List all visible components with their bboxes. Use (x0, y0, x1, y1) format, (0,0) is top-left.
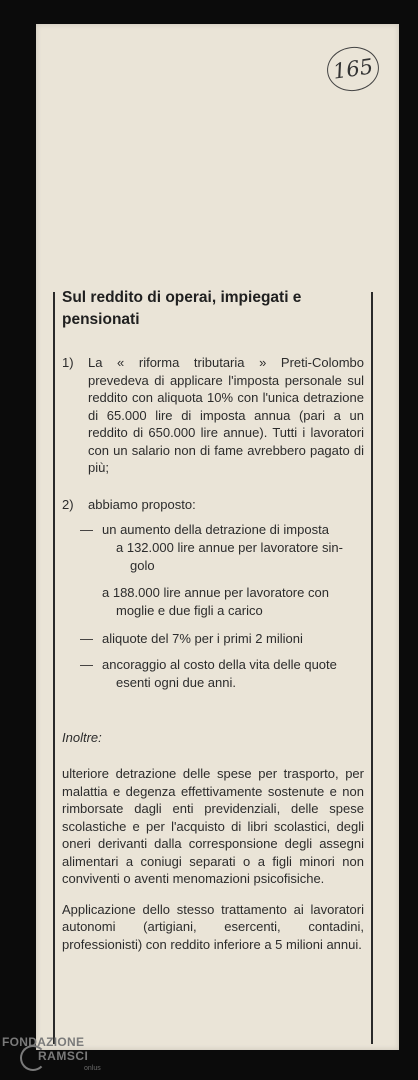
sub-item-text: a 132.000 lire annue per lavoratore sin- (116, 540, 343, 555)
dash-bullet: — (80, 522, 93, 537)
sub-item-ancoraggio (80, 656, 364, 692)
section-title: Sul reddito di operai, impiegati e pensionati (62, 289, 302, 328)
sub-item-text: ancoraggio al costo della vita delle quote (102, 657, 337, 672)
inoltre-heading: Inoltre: (62, 730, 102, 745)
sub-item-detrazione (80, 521, 364, 575)
list-item-1 (62, 354, 364, 477)
sub-item-text: aliquote del 7% per i primi 2 milioni (102, 631, 303, 646)
sub-item-text: un aumento della detrazione di imposta (102, 522, 329, 537)
list-item-2 (62, 496, 364, 514)
list-item-text: La « riforma tributaria » Preti-Colombo prevedeva di applicare l'imposta personale sul reddito con aliquota 10% con l'unica detrazione di 65.000 lire di imposta annua (pari a un reddito di 650.000 lire annue). Tutti i lavoratori con un salario non di fame avrebbero pagato di più; (88, 355, 364, 475)
list-number: 1) (62, 355, 74, 370)
handwritten-page-number: 165 (324, 44, 382, 95)
dash-bullet: — (80, 631, 93, 646)
sub-item-famiglia (102, 584, 364, 620)
sub-item-text: esenti ogni due anni. (116, 675, 236, 690)
sub-item-text: golo (130, 558, 155, 573)
dash-bullet: — (80, 657, 93, 672)
sub-item-text: a 188.000 lire annue per lavoratore con (102, 585, 329, 600)
document-content (62, 287, 364, 966)
paragraph-autonomi: Applicazione dello stesso trattamento ai lavoratori autonomi (artigiani, esercenti, contadini, professionisti) con reddito inferiore a 5 milioni annui. (62, 901, 364, 952)
sub-item-aliquote (80, 630, 364, 648)
right-vertical-rule (371, 292, 373, 1044)
left-vertical-rule (53, 292, 55, 1044)
list-number: 2) (62, 496, 74, 512)
list-item-text: abbiamo proposto: (88, 496, 196, 512)
paragraph-detrazioni: ulteriore detrazione delle spese per trasporto, per malattia e degenza effettivamente sostenute e non rimborsate dagli enti previdenziali, delle spese scolastiche e per l'acquisto di libri scolastici, degli oneri derivanti dalla corresponsione degli assegni alimentari a coniugi separati o a figli minori non conviventi o aventi menomazioni psicofisiche. (62, 766, 364, 886)
sub-item-text: moglie e due figli a carico (116, 603, 263, 618)
fondazione-gramsci-logo: FONDAZIONE RAMSCI onlus (2, 1035, 101, 1072)
